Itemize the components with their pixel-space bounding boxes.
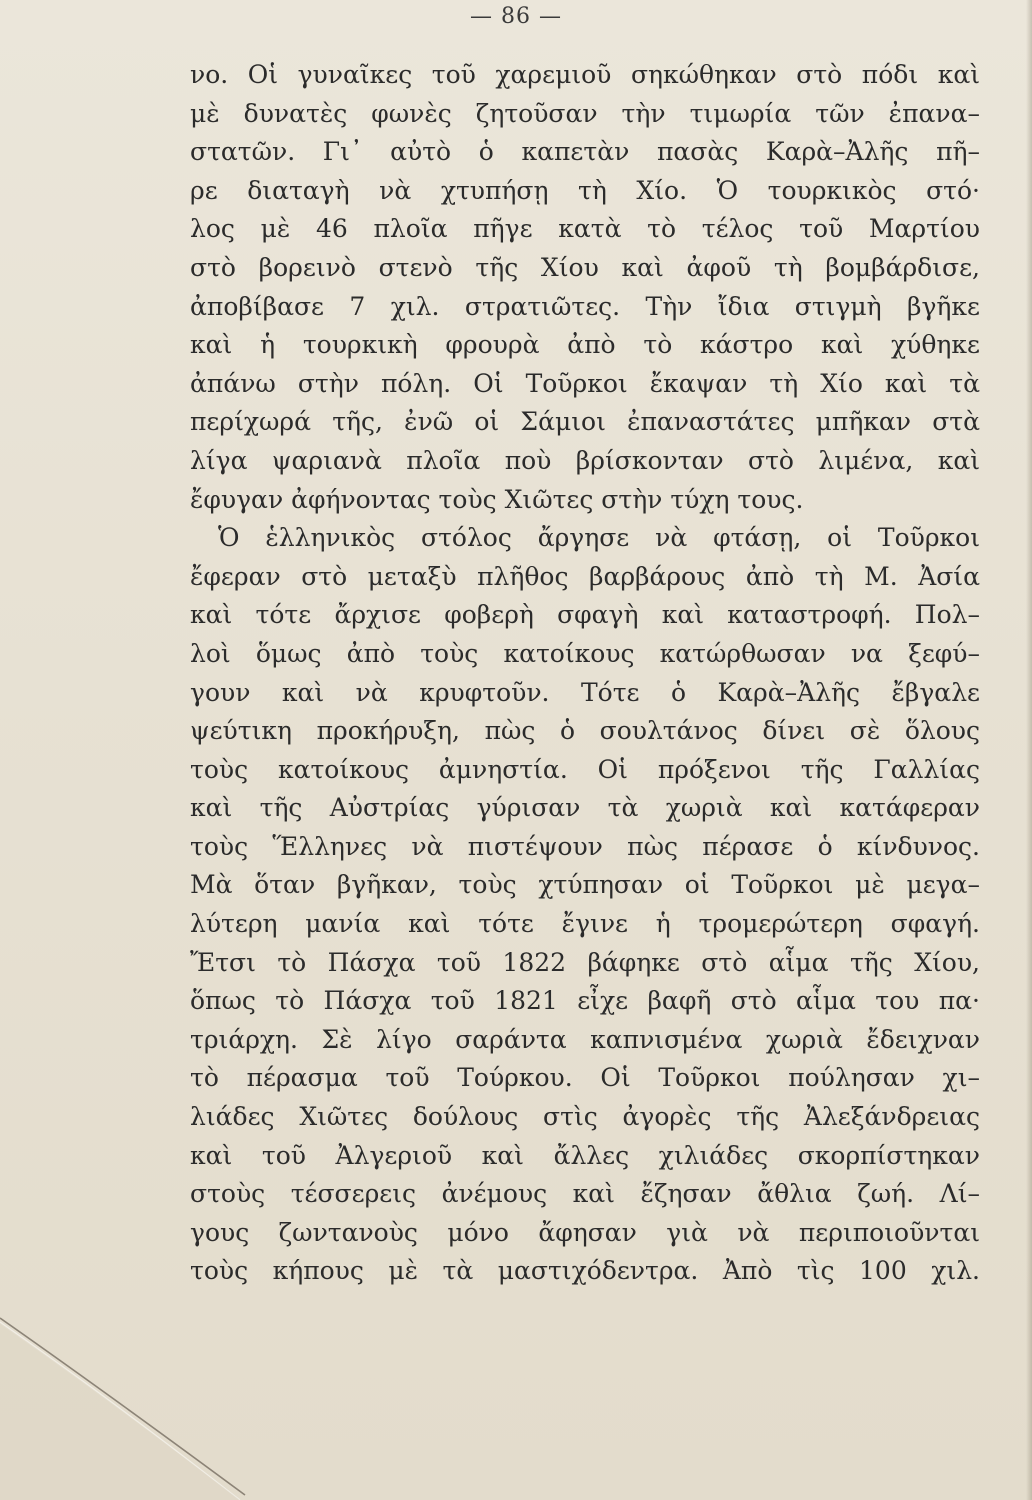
text-line: τριάρχη. Σὲ λίγο σαράντα καπνισμένα χωριὰ ἔδειχναν: [190, 1024, 980, 1054]
text-line: μὲ δυνατὲς φωνὲς ζητοῦσαν τὴν τιμωρία τῶν ἐπανα–: [190, 98, 980, 128]
text-line: τοὺς κήπους μὲ τὰ μαστιχόδεντρα. Ἀπὸ τὶς 100 χιλ.: [190, 1256, 980, 1286]
text-line: γουν καὶ νὰ κρυφτοῦν. Τότε ὁ Καρὰ–Ἀλῆς ἔβγαλε: [190, 677, 980, 707]
text-line: Ἔτσι τὸ Πάσχα τοῦ 1822 βάφηκε στὸ αἷμα τῆς Χίου,: [190, 947, 980, 977]
text-line: καὶ τῆς Αὐστρίας γύρισαν τὰ χωριὰ καὶ κατάφεραν: [190, 793, 980, 823]
text-line: ὅπως τὸ Πάσχα τοῦ 1821 εἶχε βαφῆ στὸ αἷμα του πα·: [190, 986, 980, 1016]
text-line: λύτερη μανία καὶ τότε ἔγινε ἡ τρομερώτερη σφαγή.: [190, 909, 980, 939]
text-line: λος μὲ 46 πλοῖα πῆγε κατὰ τὸ τέλος τοῦ Μαρτίου: [190, 214, 980, 244]
text-line: ἔφεραν στὸ μεταξὺ πλῆθος βαρβάρους ἀπὸ τὴ Μ. Ἀσία: [190, 561, 980, 591]
text-line: γους ζωντανοὺς μόνο ἄφησαν γιὰ νὰ περιποιοῦνται: [190, 1217, 980, 1247]
text-line: Μὰ ὅταν βγῆκαν, τοὺς χτύπησαν οἱ Τοῦρκοι μὲ μεγα–: [190, 870, 980, 900]
text-line: λιάδες Χιῶτες δούλους στὶς ἀγορὲς τῆς Ἀλεξάνδρειας: [190, 1102, 980, 1132]
text-line: λίγα ψαριανὰ πλοῖα ποὺ βρίσκονταν στὸ λιμένα, καὶ: [190, 445, 980, 475]
text-line: καὶ τοῦ Ἀλγεριοῦ καὶ ἄλλες χιλιάδες σκορπίστηκαν: [190, 1140, 980, 1170]
text-line: ρε διαταγὴ νὰ χτυπήσῃ τὴ Χίο. Ὁ τουρκικὸς στό·: [190, 175, 980, 205]
body-text: [190, 56, 980, 1291]
text-line: ψεύτικη προκήρυξη, πὼς ὁ σουλτάνος δίνει σὲ ὅλους: [190, 716, 980, 746]
text-line: ἀποβίβασε 7 χιλ. στρατιῶτες. Τὴν ἴδια στιγμὴ βγῆκε: [190, 291, 980, 321]
text-line: λοὶ ὅμως ἀπὸ τοὺς κατοίκους κατώρθωσαν να ξεφύ–: [190, 638, 980, 668]
text-line: καὶ τότε ἄρχισε φοβερὴ σφαγὴ καὶ καταστροφή. Πολ–: [190, 600, 980, 630]
paragraph-start-line: Ὁ ἑλληνικὸς στόλος ἄργησε νὰ φτάσῃ, οἱ Τοῦρκοι: [218, 523, 980, 553]
text-line: τὸ πέρασμα τοῦ Τούρκου. Οἱ Τοῦρκοι πούλησαν χι–: [190, 1063, 980, 1093]
page-edge-shadow: [1026, 0, 1032, 1500]
paper-fold-crease: [0, 1300, 260, 1500]
text-line: τοὺς Ἕλληνες νὰ πιστέψουν πὼς πέρασε ὁ κίνδυνος.: [190, 831, 980, 861]
paragraph-end-line: ἔφυγαν ἀφήνοντας τοὺς Χιῶτες στὴν τύχη τους.: [190, 484, 804, 514]
text-line: καὶ ἡ τουρκικὴ φρουρὰ ἀπὸ τὸ κάστρο καὶ χύθηκε: [190, 330, 980, 360]
page-number: — 86 —: [470, 4, 562, 29]
text-line: στὸ βορεινὸ στενὸ τῆς Χίου καὶ ἀφοῦ τὴ βομβάρδισε,: [190, 252, 980, 282]
text-line: ἀπάνω στὴν πόλη. Οἱ Τοῦρκοι ἔκαψαν τὴ Χίο καὶ τὰ: [190, 368, 980, 398]
text-line: στοὺς τέσσερεις ἀνέμους καὶ ἔζησαν ἄθλια ζωή. Λί–: [190, 1179, 980, 1209]
text-line: τοὺς κατοίκους ἀμνηστία. Οἱ πρόξενοι τῆς Γαλλίας: [190, 754, 980, 784]
text-line: νο. Οἱ γυναῖκες τοῦ χαρεμιοῦ σηκώθηκαν στὸ πόδι καὶ: [190, 60, 980, 89]
text-line: περίχωρά τῆς, ἐνῶ οἱ Σάμιοι ἐπαναστάτες μπῆκαν στὰ: [190, 407, 980, 437]
text-line: στατῶν. Γι᾽ αὐτὸ ὁ καπετὰν πασὰς Καρὰ–Ἀλῆς πῆ–: [190, 137, 980, 167]
